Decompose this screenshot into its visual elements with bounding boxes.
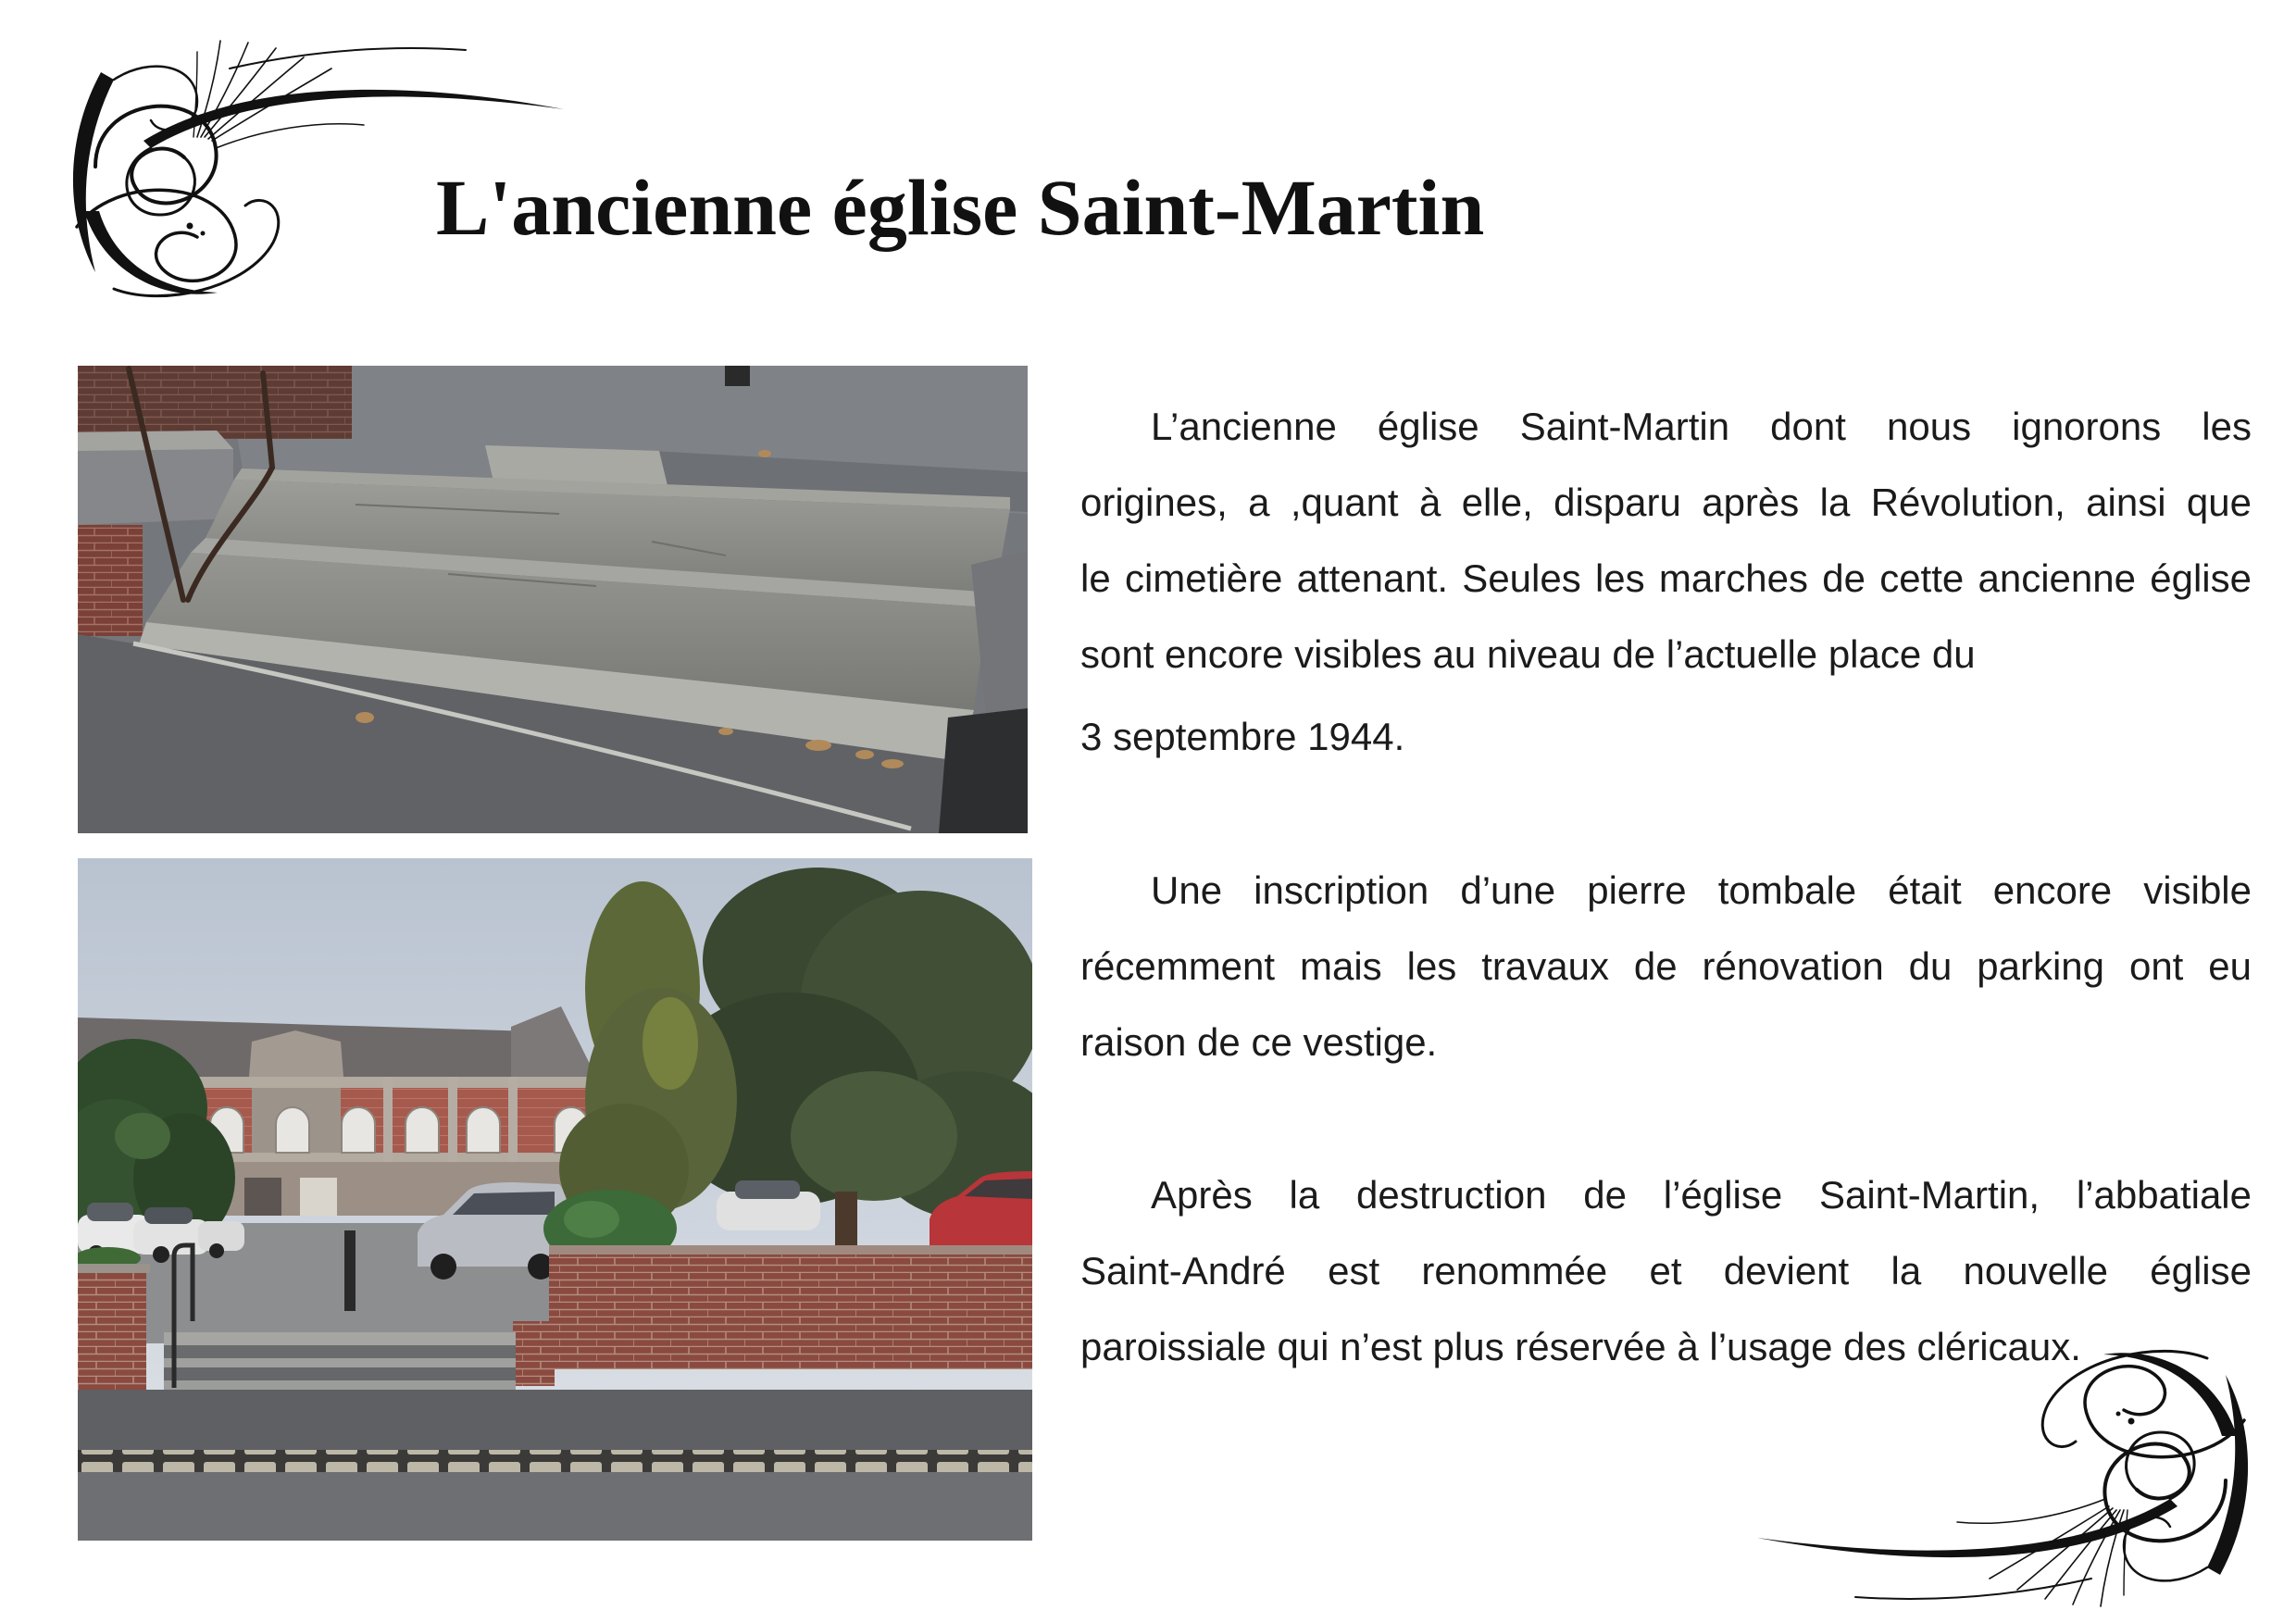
brick-wall (78, 366, 352, 439)
text-line: 3 septembre 1944. (1080, 715, 1405, 758)
paragraph-date (1080, 699, 2252, 775)
text-line: Après la destruction de l’église Saint-Martin, l’abbatiale (1151, 1173, 2252, 1217)
text-line: origines, a ,quant à elle, disparu après la Révolution, ainsi que (1080, 481, 2252, 524)
flourish-bottom-right-icon (1757, 1347, 2263, 1610)
text-line: Une inscription d’une pierre tombale était encore visible (1151, 868, 2252, 912)
sidewalk (78, 1390, 1032, 1450)
steps (164, 1332, 516, 1390)
brick-planter (513, 1245, 1032, 1386)
paragraph-1 (1080, 389, 2252, 693)
road (78, 1472, 1032, 1541)
curb-stones (78, 1450, 1032, 1472)
dark-post (725, 366, 750, 386)
text-line: récemment mais les travaux de rénovation du parking ont eu (1080, 944, 2252, 988)
bollard (344, 1230, 356, 1311)
text-line: Saint-André est renommée et devient la nouvelle église (1080, 1249, 2252, 1292)
brick-column (78, 525, 143, 636)
text-line: L’ancienne église Saint-Martin dont nous ignorons les (1151, 405, 2252, 448)
photo-old-church-steps (78, 366, 1028, 833)
text-line: le cimetière attenant. Seules les marches de cette ancienne église (1080, 556, 2252, 600)
page-title: L'ancienne église Saint-Martin (436, 163, 1485, 252)
text-line: sont encore visibles au niveau de l’actuelle place du (1080, 632, 1976, 676)
left-brick-wall (78, 1247, 150, 1406)
paragraph-2 (1080, 853, 2252, 1080)
text-line: paroissiale qui n’est plus réservée à l’usage des cléricaux. (1080, 1325, 2081, 1368)
photo-parking-square (78, 858, 1032, 1541)
text-line: raison de ce vestige. (1080, 1020, 1438, 1064)
